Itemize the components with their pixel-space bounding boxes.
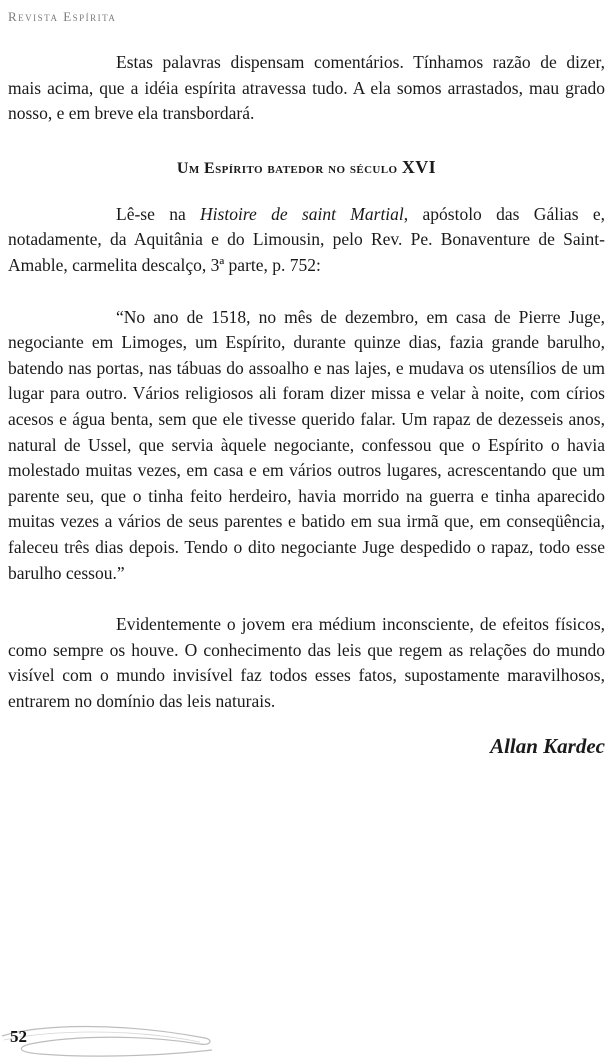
book-title: Histoire de saint Martial [200, 203, 404, 224]
citation-lead: Lê-se na [116, 203, 201, 224]
footer-swash-ornament [0, 1010, 230, 1060]
paragraph-commentary: Evidentemente o jovem era médium inconsciente, de efeitos físicos, como sempre os houve. O conhecimento das leis que regem as relações do mundo visível com o mundo invisível faz todos esses fatos, supostamente maravilhosos, entrarem no domínio das leis naturais. [8, 614, 605, 711]
paragraph-intro: Estas palavras dispensam comentários. Tínhamos razão de dizer, mais acima, que a idéia espírita atravessa tudo. A ela somos arrastados, mau grado nosso, e em breve ela transbordará. [8, 52, 605, 124]
paragraph-quote: “No ano de 1518, no mês de dezembro, em casa de Pierre Juge, negociante em Limoges, um Espírito, durante quinze dias, fazia grande barulho, batendo nas portas, nas tábuas do assoalho e nas lajes, e mudava os utensílios de um lugar para outro. Vários religiosos ali foram dizer missa e velar à noite, com círios acesos e água benta, sem que ele tivesse querido falar. Um rapaz de dezesseis anos, natural de Ussel, que servia àquele negociante, confessou que o Espírito o havia molestado muitas vezes, em casa e em vários outros lugares, acrescentando que um parente seu, que o tinha feito herdeiro, havia morrido na guerra e tinha aparecido muitas vezes a vários de seus parentes e batido em sua irmã que, em conseqüência, faleceu três dias depois. Tendo o dito negociante Juge despedido o rapaz, todo esse barulho cessou.” [8, 306, 605, 583]
paragraph-citation [8, 202, 605, 279]
section-heading [8, 157, 605, 178]
running-head: Revista Espírita [8, 9, 117, 24]
section-heading-text: Um Espírito batedor no século [176, 159, 402, 177]
page-body [8, 50, 605, 759]
page-number: 52 [10, 1027, 27, 1046]
section-heading-century: XVI [401, 156, 437, 177]
author-signature: Allan Kardec [490, 734, 605, 759]
citation-rest: , apóstolo das Gálias e, notadamente, da Aquitânia e do Limousin, pelo Rev. Pe. Bonaventure de Saint-Amable, carmelita descalço, 3ª parte, p. 752: [8, 203, 605, 275]
